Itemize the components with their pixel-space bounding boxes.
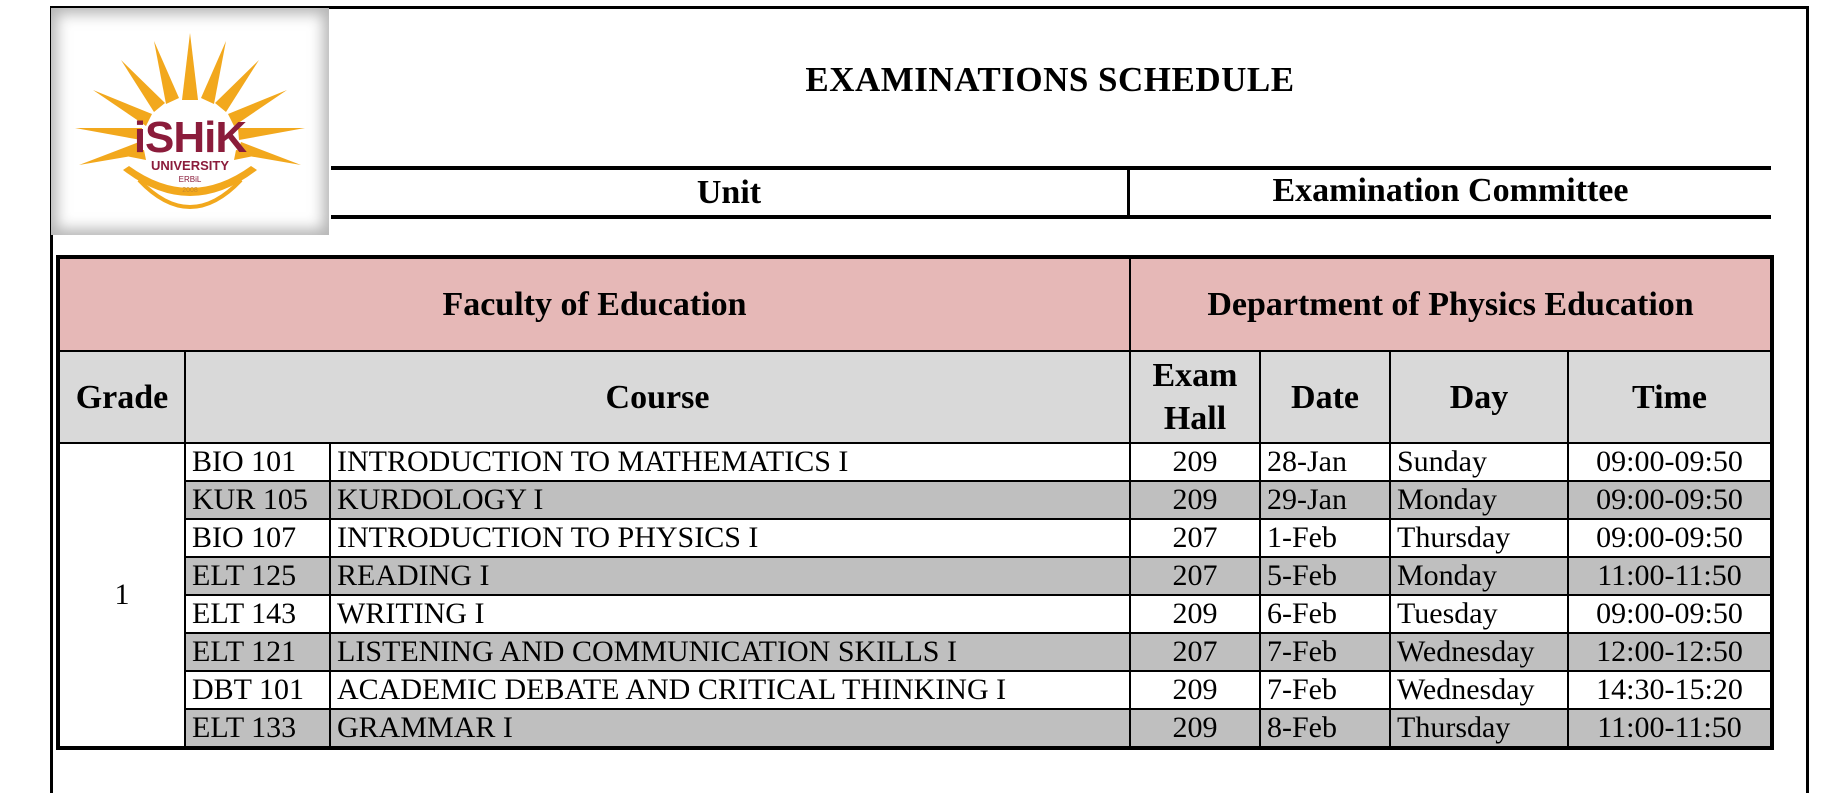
exam-date: 8-Feb	[1260, 709, 1390, 748]
course-name: KURDOLOGY I	[330, 481, 1130, 519]
table-row	[58, 633, 1772, 671]
course-name: WRITING I	[330, 595, 1130, 633]
table-row	[58, 671, 1772, 709]
exam-schedule-table	[56, 255, 1774, 750]
logo-year: 2008	[182, 187, 198, 194]
exam-day: Thursday	[1390, 709, 1568, 748]
table-row	[58, 595, 1772, 633]
exam-day: Wednesday	[1390, 671, 1568, 709]
examination-committee-label: Examination Committee	[1272, 172, 1629, 209]
table-row	[58, 443, 1772, 481]
logo-name: iSHiK	[133, 113, 247, 162]
column-header-exam-hall-line2: Hall	[1163, 400, 1227, 437]
table-row	[58, 709, 1772, 748]
exam-time: 09:00-09:50	[1568, 519, 1772, 557]
exam-time: 09:00-09:50	[1568, 595, 1772, 633]
exam-day: Sunday	[1390, 443, 1568, 481]
course-code: ELT 143	[185, 595, 330, 633]
column-header-date: Date	[1260, 351, 1390, 443]
header-rule-top	[331, 166, 1771, 170]
column-header-grade: Grade	[58, 351, 185, 443]
exam-day: Thursday	[1390, 519, 1568, 557]
exam-hall: 207	[1130, 519, 1260, 557]
exam-time: 12:00-12:50	[1568, 633, 1772, 671]
column-header-exam-hall	[1130, 351, 1260, 443]
header-rule-bottom	[331, 215, 1771, 219]
course-code: BIO 107	[185, 519, 330, 557]
course-code: BIO 101	[185, 443, 330, 481]
course-code: DBT 101	[185, 671, 330, 709]
exam-hall: 209	[1130, 671, 1260, 709]
exam-date: 7-Feb	[1260, 671, 1390, 709]
university-sun-logo-icon	[51, 8, 329, 235]
course-code: KUR 105	[185, 481, 330, 519]
exam-day: Tuesday	[1390, 595, 1568, 633]
column-header-time: Time	[1568, 351, 1772, 443]
exam-time: 11:00-11:50	[1568, 557, 1772, 595]
course-name: GRAMMAR I	[330, 709, 1130, 748]
exam-time: 11:00-11:50	[1568, 709, 1772, 748]
course-code: ELT 125	[185, 557, 330, 595]
course-code: ELT 133	[185, 709, 330, 748]
exam-hall: 207	[1130, 633, 1260, 671]
page-border-right	[1806, 6, 1809, 793]
exam-day: Monday	[1390, 557, 1568, 595]
unit-label: Unit	[696, 174, 762, 211]
table-row	[58, 557, 1772, 595]
exam-hall: 207	[1130, 557, 1260, 595]
logo-subtitle: UNIVERSITY	[150, 158, 230, 173]
course-name: INTRODUCTION TO PHYSICS I	[330, 519, 1130, 557]
grade-value: 1	[58, 443, 185, 748]
course-name: ACADEMIC DEBATE AND CRITICAL THINKING I	[330, 671, 1130, 709]
exam-hall: 209	[1130, 709, 1260, 748]
exam-day: Wednesday	[1390, 633, 1568, 671]
exam-time: 09:00-09:50	[1568, 481, 1772, 519]
university-logo	[51, 8, 329, 235]
table-row	[58, 519, 1772, 557]
faculty-name: Faculty of Education	[58, 257, 1130, 351]
column-header-exam-hall-line1: Exam	[1152, 357, 1238, 394]
exam-date: 6-Feb	[1260, 595, 1390, 633]
exam-date: 7-Feb	[1260, 633, 1390, 671]
column-header-course: Course	[185, 351, 1130, 443]
exam-hall: 209	[1130, 595, 1260, 633]
exam-date: 1-Feb	[1260, 519, 1390, 557]
exam-hall: 209	[1130, 443, 1260, 481]
exam-hall: 209	[1130, 481, 1260, 519]
table-row	[58, 481, 1772, 519]
exam-time: 14:30-15:20	[1568, 671, 1772, 709]
page-title: EXAMINATIONS SCHEDULE	[805, 60, 1295, 99]
department-name: Department of Physics Education	[1130, 257, 1772, 351]
course-name: LISTENING AND COMMUNICATION SKILLS I	[330, 633, 1130, 671]
exam-date: 29-Jan	[1260, 481, 1390, 519]
course-name: INTRODUCTION TO MATHEMATICS I	[330, 443, 1130, 481]
column-header-day: Day	[1390, 351, 1568, 443]
exam-date: 5-Feb	[1260, 557, 1390, 595]
course-code: ELT 121	[185, 633, 330, 671]
exam-day: Monday	[1390, 481, 1568, 519]
exam-time: 09:00-09:50	[1568, 443, 1772, 481]
course-name: READING I	[330, 557, 1130, 595]
exam-date: 28-Jan	[1260, 443, 1390, 481]
logo-city: ERBiL	[178, 175, 202, 184]
